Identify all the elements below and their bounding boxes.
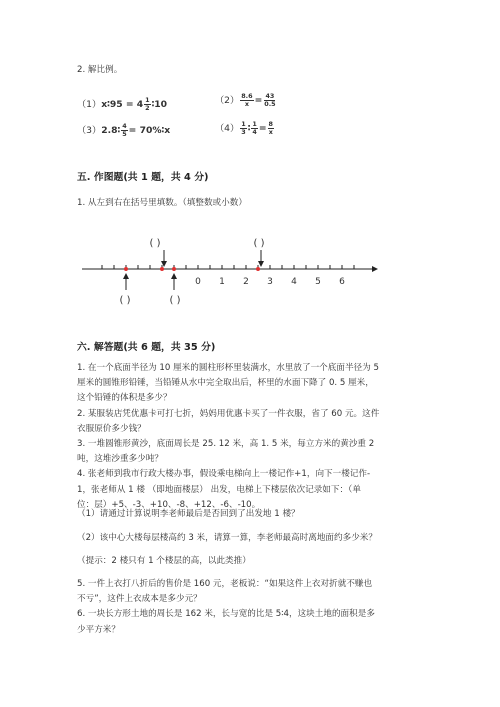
text-line: 吨，这堆沙重多少吨？ (77, 454, 163, 465)
bracket-top-2: ( ) (253, 238, 265, 249)
eq4-d3: x (268, 128, 273, 136)
eq4-d2: 4 (252, 128, 257, 136)
eq4-frac-3 (268, 121, 274, 136)
eq4-sep: ∶ (247, 123, 251, 134)
point-marker (124, 267, 128, 271)
eq4-n1: 1 (241, 120, 246, 128)
eq3-prefix: （3） (77, 125, 102, 136)
section6-sub2: （2）该中心大楼每层楼高约 3 米，请算一算，李老师最高时离地面约多少米？ (77, 533, 377, 543)
equation-2 (215, 92, 278, 108)
section6-body (77, 361, 379, 513)
bracket-top-1: ( ) (149, 238, 161, 249)
eq2-frac-right (263, 93, 276, 108)
text-line: 1，张老师从 1 楼 （即地面楼层） 出发，电梯上下楼层依次记录如下：（单 (77, 484, 361, 495)
eq3-frac-num: 4 (122, 122, 127, 130)
eq4-equals: = (258, 123, 267, 134)
text-line: 1. 在一个底面半径为 10 厘米的圆柱形杯里装满水，水里放了一个底面半径为 5 (77, 363, 379, 373)
eq4-d1: 3 (241, 128, 246, 136)
point-marker (160, 267, 164, 271)
point-marker (172, 267, 176, 271)
text-line: 不亏”，这件上衣成本是多少元？ (77, 594, 202, 605)
text-line: 3. 一堆圆锥形黄沙，底面周长是 25. 12 米，高 1. 5 米，每立方米的黄沙重 2 (77, 439, 375, 450)
bracket-bottom-1: ( ) (119, 295, 131, 306)
eq2-prefix: （2） (215, 95, 240, 106)
eq1-frac-num: 1 (145, 96, 150, 104)
eq1-right: ∶10 (151, 99, 168, 110)
axis-arrow-icon (372, 266, 378, 272)
eq1-fraction (144, 97, 150, 112)
section5-heading: 五. 作图题(共 1 题，共 4 分) (77, 172, 209, 183)
tick-label-1: 1 (219, 277, 225, 287)
eq2-equals: = (254, 95, 263, 106)
down-arrow-icon (161, 250, 167, 267)
eq1-frac-den: 2 (145, 104, 150, 112)
equation-4 (215, 120, 275, 136)
text-line: 少平方米？ (77, 624, 120, 635)
section6-heading: 六. 解答题(共 6 题，共 35 分) (77, 342, 216, 353)
text-line: 这个铅锤的体积是多少？ (77, 393, 172, 404)
tick-label-3: 3 (267, 277, 273, 287)
section6-hint: （提示：2 楼只有 1 个楼层的高，以此类推） (77, 556, 251, 566)
eq3-fraction (121, 123, 127, 138)
tick-label-6: 6 (339, 277, 345, 287)
eq3-frac-den: 5 (122, 130, 127, 138)
eq4-frac-2 (251, 121, 257, 136)
eq4-frac-1 (240, 121, 246, 136)
eq1-left: x∶95 = 4 (101, 99, 144, 110)
section6-sub1: （1）请通过计算说明李老师最后是否回到了出发地 1 楼？ (77, 509, 300, 519)
eq2-n1: 8.6 (241, 92, 253, 100)
down-arrow-icon (258, 250, 264, 267)
text-line: 6. 一块长方形土地的周长是 162 米，长与宽的比是 5∶4，这块土地的面积是多 (77, 609, 375, 620)
point-marker (256, 267, 260, 271)
up-arrow-icon (171, 273, 177, 290)
tick-label-0: 0 (195, 277, 201, 287)
eq2-d2: 0.5 (264, 100, 276, 108)
text-line: 5. 一件上衣打八折后的售价是 160 元，老板说：“如果这件上衣对折就不赚也 (77, 579, 373, 589)
tick-label-2: 2 (243, 277, 249, 287)
eq4-n2: 1 (252, 120, 257, 128)
eq3-left: 2.8∶ (101, 125, 121, 136)
text-line: 衣服原价多少钱？ (77, 423, 146, 434)
q2-title: 2. 解比例。 (77, 65, 123, 75)
eq3-right: = 70%∶x (128, 125, 171, 136)
eq1-prefix: （1） (77, 99, 102, 110)
section6-body-2 (77, 577, 375, 638)
number-line-figure (0, 230, 500, 310)
eq2-n2: 43 (265, 92, 275, 100)
text-line: 4. 张老师到我市行政大楼办事，假设乘电梯向上一楼记作+1，向下一楼记作- (77, 469, 371, 480)
axis-ticks (102, 265, 354, 269)
eq2-frac-left (240, 93, 253, 108)
eq2-d1: x (244, 100, 249, 108)
equation-1 (77, 96, 167, 112)
eq4-n3: 8 (268, 120, 273, 128)
up-arrow-icon (123, 273, 129, 290)
text-line: 厘米的圆锥形铅锤，当铅锤从水中完全取出后，杯里的水面下降了 0. 5 厘米， (77, 378, 374, 389)
text-line: 位：层）+5、-3、+10、-8、+12、-6、-10。 (77, 499, 261, 510)
bracket-bottom-2: ( ) (169, 295, 181, 306)
tick-label-5: 5 (315, 277, 321, 287)
eq4-prefix: （4） (215, 123, 240, 134)
text-line: 2. 某服装店凭优惠卡可打七折，妈妈用优惠卡买了一件衣服，省了 60 元。这件 (77, 408, 380, 419)
equation-3 (77, 122, 170, 138)
tick-label-4: 4 (291, 277, 297, 287)
section5-q1: 1. 从左到右在括号里填数。（填整数或小数） (77, 198, 247, 208)
